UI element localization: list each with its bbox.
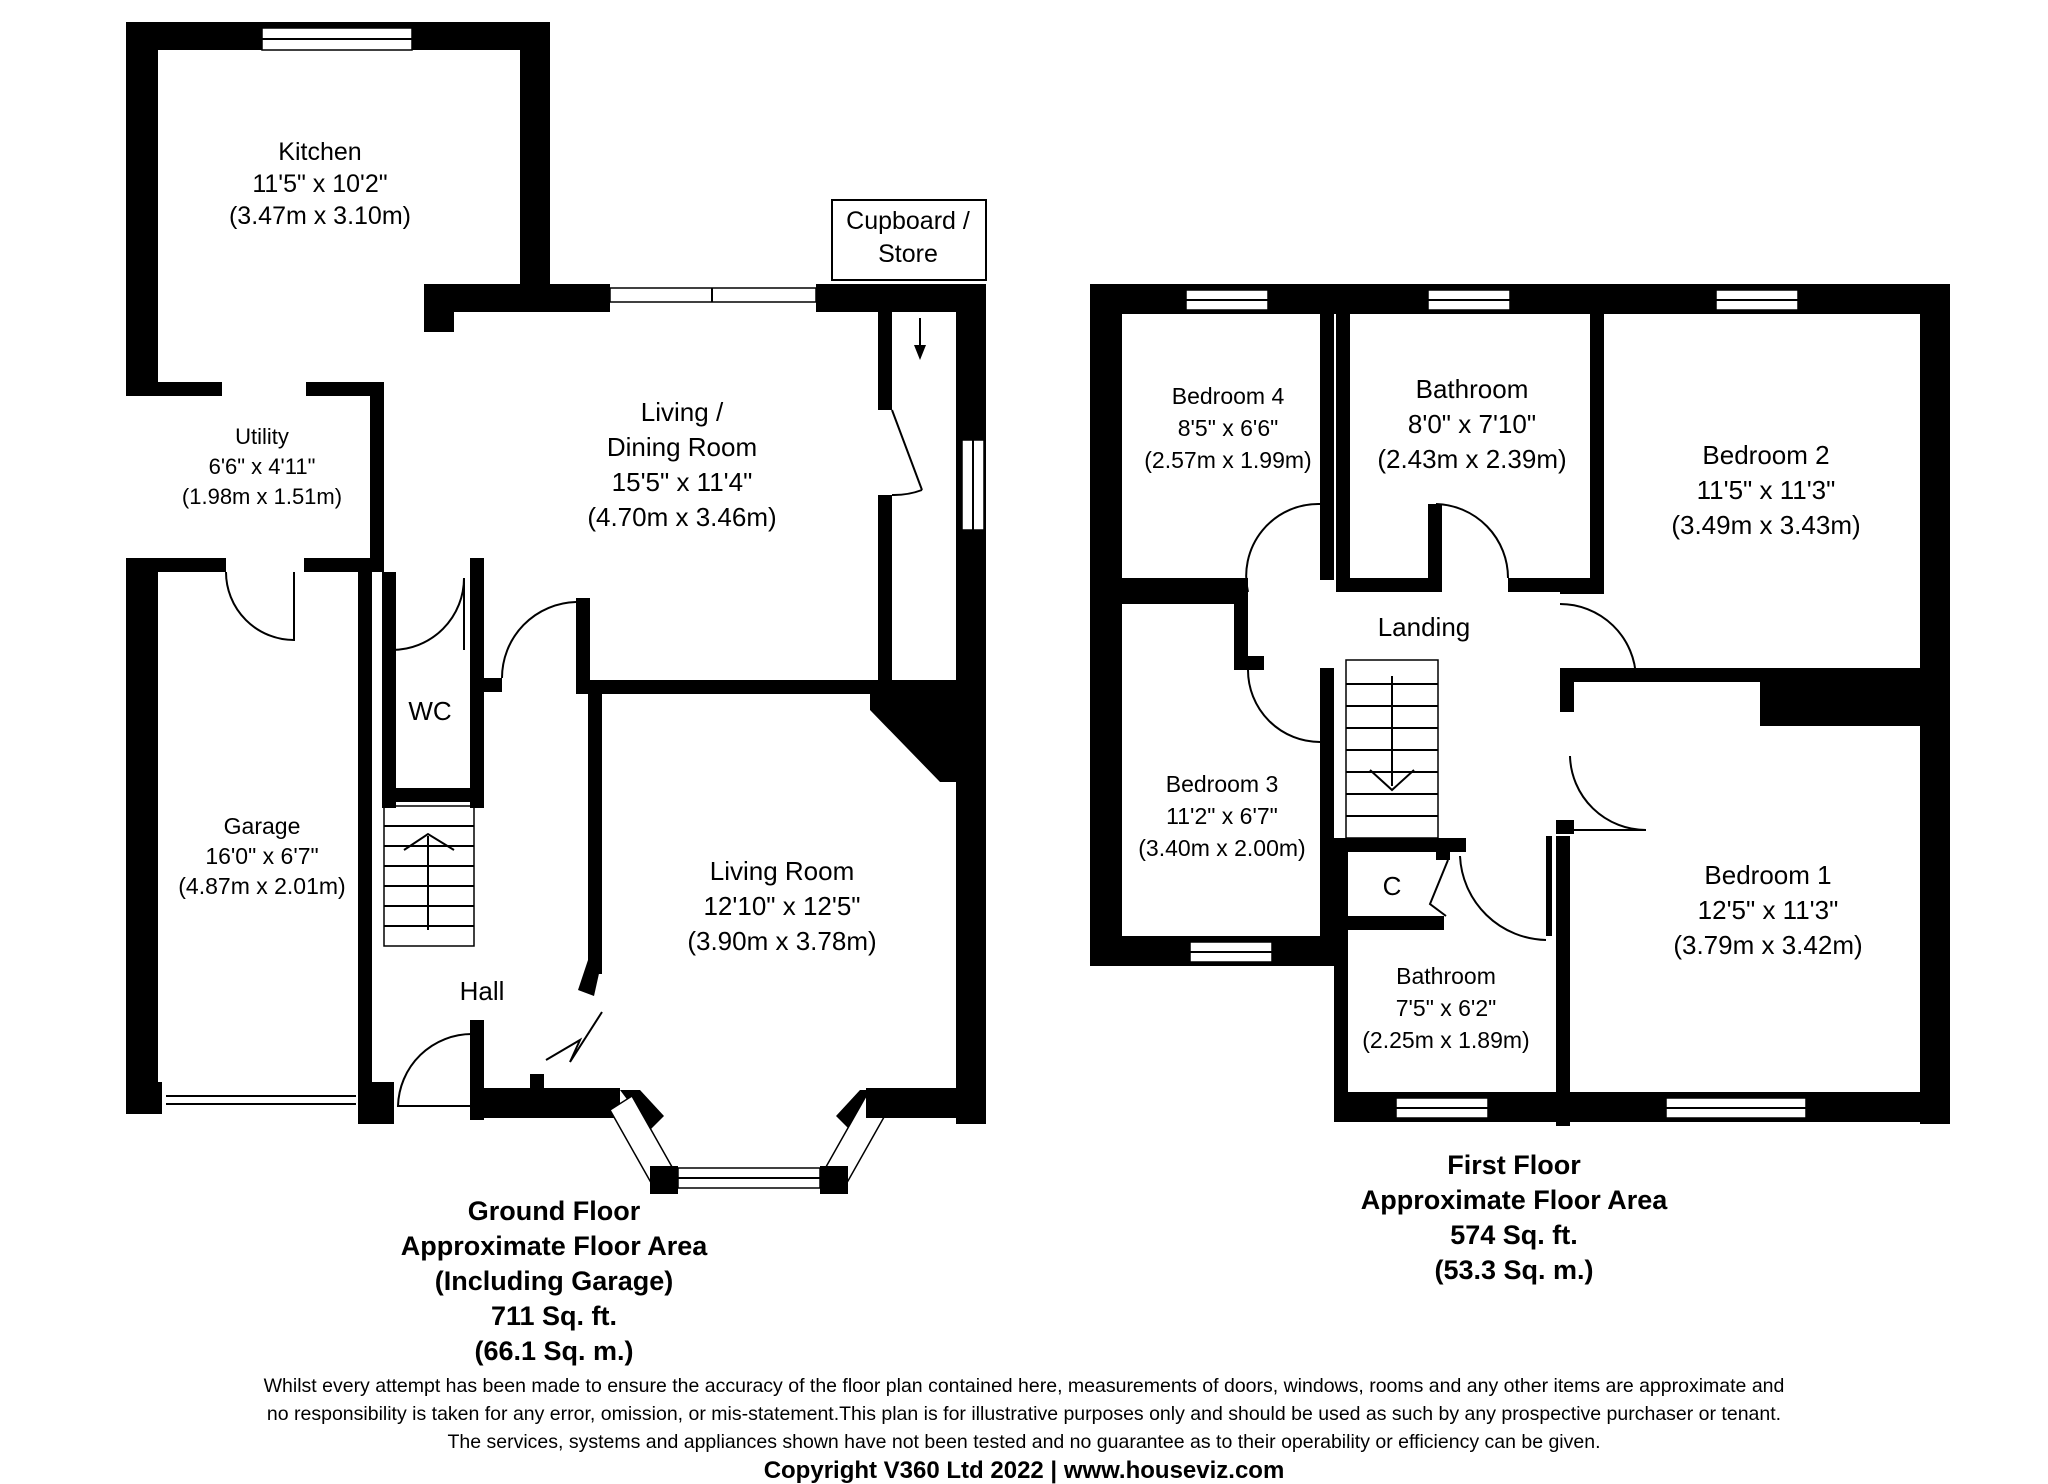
living-room-imperial: 12'10" x 12'5" bbox=[703, 891, 861, 921]
utility-name: Utility bbox=[235, 424, 289, 449]
wall bbox=[304, 558, 384, 572]
wall bbox=[484, 1088, 620, 1118]
wall bbox=[1560, 682, 1574, 712]
wall bbox=[1556, 836, 1570, 1126]
bedroom3-name: Bedroom 3 bbox=[1165, 771, 1279, 797]
wall bbox=[1590, 314, 1604, 592]
wall bbox=[1760, 682, 1950, 726]
living-dining-line1: Living / bbox=[640, 397, 724, 427]
wall bbox=[956, 284, 986, 1124]
staircase-ground bbox=[384, 806, 474, 946]
bedroom1-metric: (3.79m x 3.42m) bbox=[1673, 930, 1863, 960]
wall bbox=[424, 284, 454, 332]
wall bbox=[1334, 838, 1348, 1122]
utility-metric: (1.98m x 1.51m) bbox=[181, 484, 343, 509]
disclaimer bbox=[40, 1372, 2008, 1456]
copyright: Copyright V360 Ltd 2022 | www.houseviz.com bbox=[763, 1457, 1285, 1484]
wall bbox=[1556, 820, 1574, 834]
ground-caption-line1: Ground Floor bbox=[467, 1196, 641, 1226]
staircase-first bbox=[1346, 660, 1438, 838]
wall bbox=[382, 788, 482, 802]
cupboard-store-line2: Store bbox=[878, 240, 938, 268]
first-caption-line3: 574 Sq. ft. bbox=[1450, 1220, 1578, 1250]
wall bbox=[520, 22, 550, 312]
bedroom4-name: Bedroom 4 bbox=[1171, 383, 1285, 409]
wall bbox=[1320, 314, 1334, 580]
bathroom-lower-name: Bathroom bbox=[1396, 963, 1496, 989]
wall bbox=[866, 1088, 986, 1118]
disclaimer-line2: no responsibility is taken for any error, omission, or mis-statement.This plan is for illustrative purposes only and should be used as such by any prospective purchaser or tenant. bbox=[266, 1403, 1782, 1425]
wall bbox=[1122, 590, 1248, 604]
room-labels bbox=[178, 138, 1862, 1053]
bathroom-upper-imperial: 8'0" x 7'10" bbox=[1407, 409, 1537, 439]
wall bbox=[878, 495, 892, 685]
utility-imperial: 6'6" x 4'11" bbox=[208, 454, 316, 479]
bedroom2-name: Bedroom 2 bbox=[1702, 440, 1830, 470]
first-caption-line2: Approximate Floor Area bbox=[1360, 1185, 1668, 1215]
bathroom-lower-imperial: 7'5" x 6'2" bbox=[1395, 995, 1497, 1021]
living-room-name: Living Room bbox=[709, 856, 855, 886]
bedroom4-metric: (2.57m x 1.99m) bbox=[1144, 447, 1312, 473]
ground-caption-line2: Approximate Floor Area bbox=[400, 1231, 708, 1261]
bedroom3-metric: (3.40m x 2.00m) bbox=[1138, 835, 1306, 861]
living-dining-metric: (4.70m x 3.46m) bbox=[587, 502, 777, 532]
wall bbox=[126, 558, 226, 572]
cupboard-name: C bbox=[1382, 871, 1402, 901]
bathroom-lower-metric: (2.25m x 1.89m) bbox=[1362, 1027, 1530, 1053]
living-dining-line2: Dining Room bbox=[606, 432, 758, 462]
wall bbox=[126, 22, 158, 382]
wall bbox=[126, 1082, 162, 1114]
wall bbox=[470, 1020, 484, 1120]
wall bbox=[1560, 580, 1604, 594]
wall bbox=[370, 382, 384, 568]
hall-name: Hall bbox=[459, 976, 505, 1006]
wall bbox=[576, 598, 590, 684]
ground-caption-line5: (66.1 Sq. m.) bbox=[474, 1336, 634, 1366]
bedroom1-imperial: 12'5" x 11'3" bbox=[1697, 895, 1839, 925]
wall bbox=[382, 572, 396, 808]
wall bbox=[1320, 668, 1334, 966]
wall bbox=[530, 1074, 544, 1092]
wall bbox=[470, 558, 484, 808]
garage-metric: (4.87m x 2.01m) bbox=[178, 873, 346, 899]
bedroom1-name: Bedroom 1 bbox=[1704, 860, 1832, 890]
disclaimer-line3: The services, systems and appliances shown have not been tested and no guarantee as to their operability or efficiency can be given. bbox=[447, 1431, 1601, 1453]
bedroom3-imperial: 11'2" x 6'7" bbox=[1166, 803, 1278, 829]
wall bbox=[126, 572, 158, 1112]
wall bbox=[576, 680, 956, 694]
wc-name: WC bbox=[408, 696, 452, 726]
wall bbox=[358, 572, 372, 1112]
living-room-metric: (3.90m x 3.78m) bbox=[687, 926, 877, 956]
ground-caption-line3: (Including Garage) bbox=[434, 1266, 674, 1296]
wall bbox=[1090, 284, 1122, 966]
ground-caption-line4: 711 Sq. ft. bbox=[490, 1301, 618, 1331]
wall bbox=[1336, 314, 1350, 580]
wall bbox=[484, 678, 498, 692]
bedroom2-metric: (3.49m x 3.43m) bbox=[1671, 510, 1861, 540]
bedroom2-imperial: 11'5" x 11'3" bbox=[1696, 475, 1836, 505]
wall bbox=[1546, 836, 1552, 936]
wall bbox=[1336, 578, 1436, 592]
wall bbox=[878, 312, 892, 410]
landing-name: Landing bbox=[1377, 612, 1471, 642]
wall bbox=[1122, 578, 1248, 592]
bedroom4-imperial: 8'5" x 6'6" bbox=[1177, 415, 1279, 441]
kitchen-metric: (3.47m x 3.10m) bbox=[228, 202, 412, 230]
wall bbox=[1436, 838, 1450, 860]
first-caption-line1: First Floor bbox=[1447, 1150, 1581, 1180]
first-caption-line4: (53.3 Sq. m.) bbox=[1434, 1255, 1594, 1285]
kitchen-imperial: 11'5" x 10'2" bbox=[252, 170, 388, 198]
wall bbox=[358, 1082, 394, 1124]
bathroom-upper-name: Bathroom bbox=[1415, 374, 1529, 404]
garage-imperial: 16'0" x 6'7" bbox=[205, 843, 319, 869]
wall bbox=[588, 680, 602, 974]
living-dining-imperial: 15'5" x 11'4" bbox=[611, 467, 753, 497]
garage-name: Garage bbox=[223, 813, 301, 839]
kitchen-name: Kitchen bbox=[278, 138, 362, 166]
first-floor-caption bbox=[1361, 1150, 1669, 1285]
disclaimer-line1: Whilst every attempt has been made to ensure the accuracy of the floor plan contained here, measurements of doors, windows, rooms and any other items are approximate and bbox=[263, 1375, 1785, 1397]
cupboard-store-line1: Cupboard / bbox=[846, 207, 970, 235]
wall bbox=[126, 382, 222, 396]
wall bbox=[1560, 668, 1950, 682]
wall bbox=[1334, 916, 1444, 930]
wall bbox=[1428, 504, 1442, 592]
ground-floor-caption bbox=[401, 1196, 709, 1366]
wall bbox=[1234, 656, 1264, 670]
bathroom-upper-metric: (2.43m x 2.39m) bbox=[1377, 444, 1567, 474]
